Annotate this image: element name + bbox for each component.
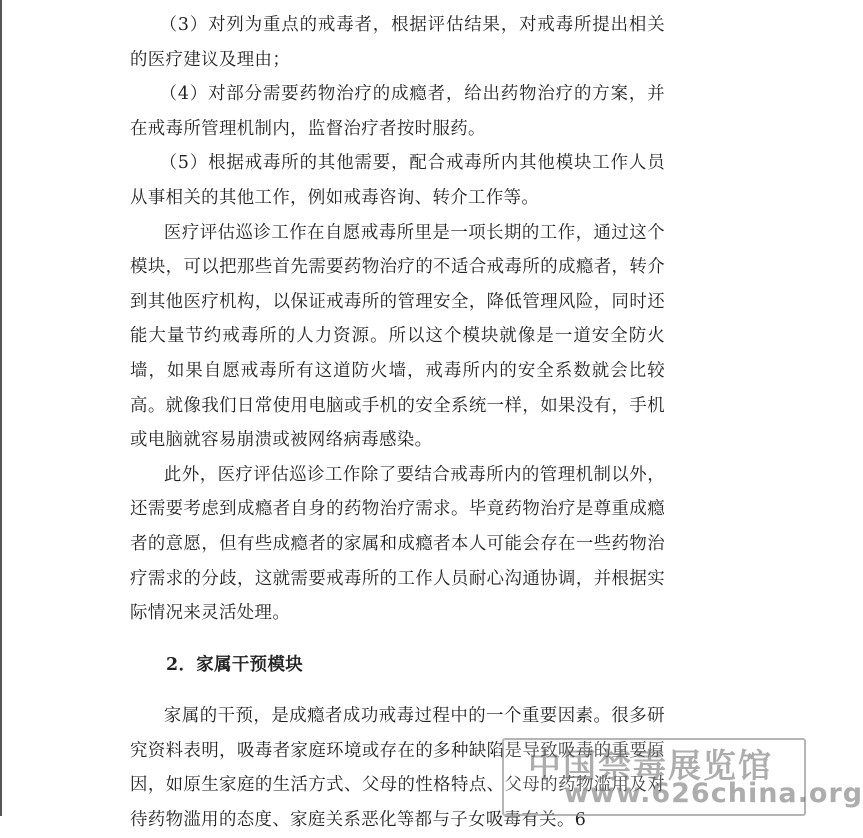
section-heading: 2．家属干预模块 xyxy=(166,654,304,675)
body-paragraph-treatment-needs: 此外，医疗评估巡诊工作除了要结合戒毒所内的管理机制以外，还需要考虑到成瘾者自身的药物治疗需求。毕竟药物治疗是尊重成瘾者的意愿，但有些成瘾者的家属和成瘾者本人可能会存在一些药物治疗需求的分歧，这就需要戒毒所的工作人员耐心沟通协调，并根据实际情况来灵活处理。 xyxy=(130,464,665,624)
page-left-border xyxy=(0,0,2,816)
list-item-3: （3）对列为重点的戒毒者，根据评估结果，对戒毒所提出相关的医疗建议及理由； xyxy=(130,15,665,70)
watermark-title: 中国禁毒展览馆 xyxy=(528,746,773,785)
body-paragraph-firewall: 医疗评估巡诊工作在自愿戒毒所里是一项长期的工作，通过这个模块，可以把那些首先需要药物治疗的不适合戒毒所的成瘾者，转介到其他医疗机构，以保证戒毒所的管理安全，降低管理风险，同时还能大量节约戒毒所的人力资源。所以这个模块就像是一道安全防火墙，如果自愿戒毒所有这道防火墙，戒毒所内的安全系数就会比较高。就像我们日常使用电脑或手机的安全系统一样，如果没有，手机或电脑就容易崩溃或被网络病毒感染。 xyxy=(130,222,665,451)
watermark-url: www.626china.org xyxy=(564,778,863,809)
document-page xyxy=(130,8,665,838)
list-item-4: （4）对部分需要药物治疗的成瘾者，给出药物治疗的方案，并在戒毒所管理机制内，监督治疗者按时服药。 xyxy=(130,84,665,139)
watermark xyxy=(502,738,863,814)
body-paragraph-family: 家属的干预，是成瘾者成功戒毒过程中的一个重要因素。很多研究资料表明，吸毒者家庭环境或存在的多种缺陷是导致吸毒的重要原因，如原生家庭的生活方式、父母的性格特点、父母的药物滥用及对待药物滥用的态度、家庭关系恶化等都与子女吸毒有关。6 xyxy=(130,706,665,831)
list-item-5: （5）根据戒毒所的其他需要，配合戒毒所内其他模块工作人员从事相关的其他工作，例如戒毒咨询、转介工作等。 xyxy=(130,153,665,208)
